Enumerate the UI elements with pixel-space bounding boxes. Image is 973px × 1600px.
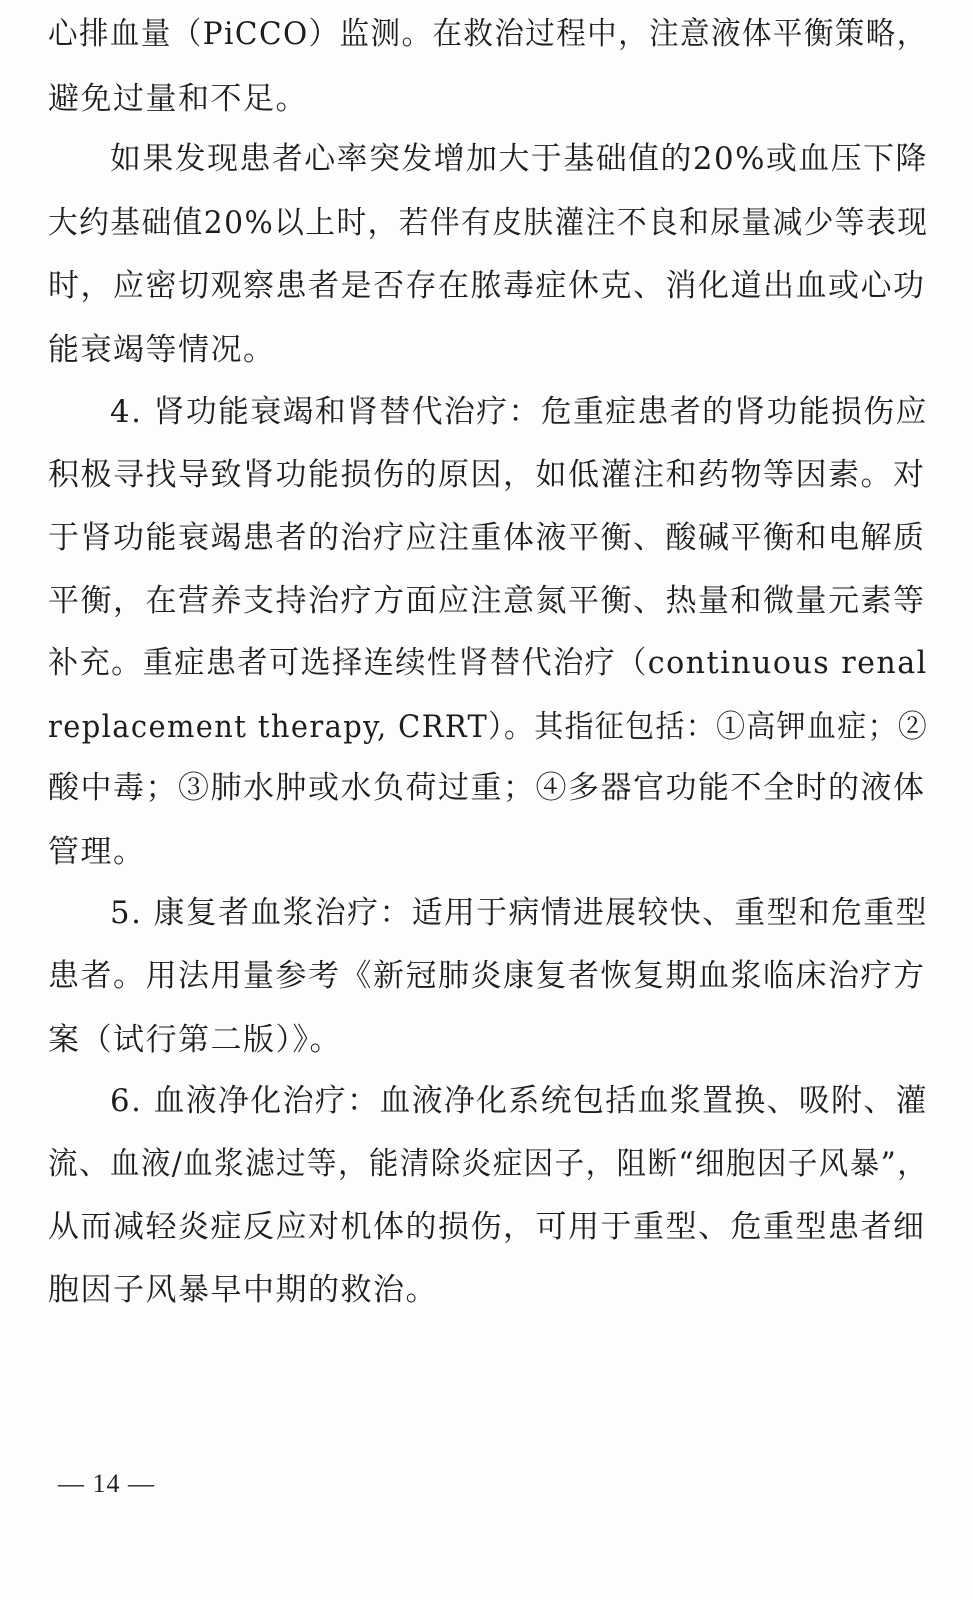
section-4-line-7: 酸中毒；③肺水肿或水负荷过重；④多器官功能不全时的液体 [48,770,926,806]
section-6-line-4: 胞因子风暴早中期的救治。 [48,1272,438,1308]
section-4-line-2: 积极寻找导致肾功能损伤的原因，如低灌注和药物等因素。对 [48,457,926,493]
section-4-line-5: 补充。重症患者可选择连续性肾替代治疗（continuous renal [48,645,928,681]
section-4-line-3: 于肾功能衰竭患者的治疗应注重体液平衡、酸碱平衡和电解质 [48,520,926,556]
section-5-line-1: 5. 康复者血浆治疗：适用于病情进展较快、重型和危重型 [110,895,928,931]
section-4-line-4: 平衡，在营养支持治疗方面应注意氮平衡、热量和微量元素等 [48,583,926,619]
section-4-line-1: 4. 肾功能衰竭和肾替代治疗：危重症患者的肾功能损伤应 [110,394,928,430]
section-6-line-2: 流、血液/血浆滤过等，能清除炎症因子，阻断“细胞因子风暴”， [48,1146,929,1182]
text-line-1: 心排血量（PiCCO）监测。在救治过程中，注意液体平衡策略， [48,16,928,52]
text-line-2: 避免过量和不足。 [48,81,308,117]
section-5-line-2: 患者。用法用量参考《新冠肺炎康复者恢复期血浆临床治疗方 [48,958,926,994]
paragraph-heart-rate-line-4: 能衰竭等情况。 [48,332,276,368]
section-4-line-6: replacement therapy, CRRT）。其指征包括：①高钾血症；② [48,709,929,745]
section-6-line-3: 从而减轻炎症反应对机体的损伤，可用于重型、危重型患者细 [48,1209,926,1245]
paragraph-heart-rate-line-2: 大约基础值20%以上时，若伴有皮肤灌注不良和尿量减少等表现 [48,205,929,241]
section-5-line-3: 案（试行第二版）》。 [48,1022,342,1058]
section-4-line-8: 管理。 [48,834,146,870]
section-6-line-1: 6. 血液净化治疗：血液净化系统包括血浆置换、吸附、灌 [110,1083,928,1119]
page-number: — 14 — [58,1469,155,1498]
paragraph-heart-rate-line-3: 时，应密切观察患者是否存在脓毒症休克、消化道出血或心功 [48,268,926,304]
paragraph-heart-rate-line-1: 如果发现患者心率突发增加大于基础值的20%或血压下降 [110,141,928,177]
